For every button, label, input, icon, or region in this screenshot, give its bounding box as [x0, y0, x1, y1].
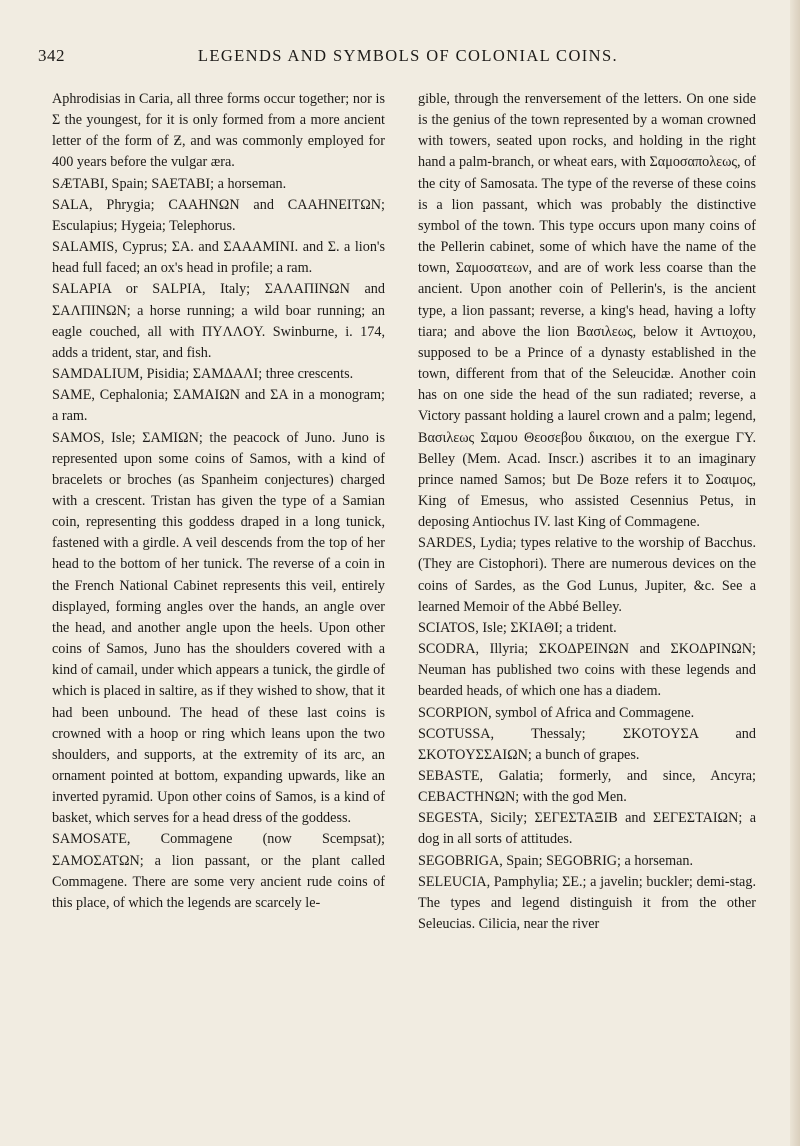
entry-seleucia: SELEUCIA, Pamphylia; ΣE.; a javelin; buckler; demi-stag. The types and legend distinguish it from the other Seleucias. Cilicia, near the river	[418, 873, 756, 933]
paragraph-aphrodisias-continued: Aphrodisias in Caria, all three forms occur together; nor is Σ the youngest, for it is only formed from a more ancient letter of the form of Ƶ, and was commonly employed for 400 years before the vulgar æra.	[52, 91, 385, 171]
entry-salamis: SALAMIS, Cyprus; ΣA. and ΣAAAMINI. and Σ. a lion's head full faced; an ox's head in profile; a ram.	[52, 239, 385, 277]
entry-same: SAME, Cephalonia; ΣAMAIΩN and ΣA in a monogram; a ram.	[52, 387, 385, 425]
entry-scorpion: SCORPION, symbol of Africa and Commagene.	[418, 704, 695, 721]
right-column	[418, 89, 756, 935]
entry-scotussa: SCOTUSSA, Thessaly; ΣKOTOYΣA and ΣKOTOYΣΣAIΩN; a bunch of grapes.	[418, 725, 756, 763]
page-header	[38, 46, 738, 70]
running-head: LEGENDS AND SYMBOLS OF COLONIAL COINS.	[197, 46, 619, 65]
entry-segobriga: SEGOBRIGA, Spain; SEGOBRIG; a horseman.	[418, 852, 694, 869]
entry-scodra: SCODRA, Illyria; ΣKOΔPEINΩN and ΣKOΔPINΩN; Neuman has published two coins with these legends and bearded heads, of which one has a diadem.	[418, 641, 756, 700]
page-number: 342	[38, 46, 65, 65]
page-edge-shadow	[790, 0, 800, 1146]
entry-sardes: SARDES, Lydia; types relative to the worship of Bacchus. (They are Cistophori). There are numerous devices on the coins of Sardes, as the God Lunus, Jupiter, &c. See a learned Memoir of the Abbé Belley.	[418, 535, 756, 615]
entry-segesta: SEGESTA, Sicily; ΣEΓEΣTAΞIB and ΣEΓEΣTAIΩN; a dog in all sorts of attitudes.	[418, 810, 756, 848]
entry-sebaste: SEBASTE, Galatia; formerly, and since, Ancyra; CEBACTHNΩN; with the god Men.	[418, 768, 756, 806]
entry-samdalium: SAMDALIUM, Pisidia; ΣAMΔAΛI; three crescents.	[52, 366, 354, 383]
left-column	[52, 89, 385, 914]
entry-sala: SALA, Phrygia; CAAHNΩN and CAAHNEITΩN; Esculapius; Hygeia; Telephorus.	[52, 196, 385, 234]
paragraph-samosate-continued: gible, through the renversement of the letters. On one side is the genius of the town represented by a woman crowned with towers, seated upon rocks, and holding in the right hand a palm-branch, or wheat ears, with Σαμοσαπολεως, of the city of Samosata. The type of the reverse of these coins is a lion passant, which was probably the distinctive symbol of the town. This type occurs upon many coins of the Pellerin cabinet, some of which have the name of the town, Σαμοσατεων, and are of work less coarse than the ancient. Upon another coin of Pellerin's, is the ancient type, a lion passant; reverse, a king's head, having a lofty tiara; and above the lion Βασιλεως, below it Αντιοχου, supposed to be a Prince of a dynasty established in the town, different from that of the Seleucidæ. Another coin has on one side the head of the sun radiated; reverse, a Victory passant holding a laurel crown and a palm; legend, Βασιλεως Σαμου Θεοσεβου δικαιου, on the exergue ΓΥ. Belley (Mem. Acad. Inscr.) ascribes it to an imaginary prince named Samos; but De Boze refers it to Σοαιμος, King of Emesus, who assisted Cesennius Petus, in deposing Antiochus IV. last King of Commagene.	[418, 91, 756, 531]
entry-sciatos: SCIATOS, Isle; ΣKIAΘI; a trident.	[418, 619, 617, 636]
entry-saetabi: SÆTABI, Spain; SAETABI; a horseman.	[52, 175, 287, 192]
entry-salapia: SALAPIA or SALPIA, Italy; ΣAΛAΠINΩN and ΣAΛΠINΩN; a horse running; a wild boar running; an eagle couched, all with ΠYΛΛOY. Swinburne, i. 174, adds a trident, star, and fish.	[52, 281, 385, 361]
entry-samosate: SAMOSATE, Commagene (now Scempsat); ΣAMOΣATΩN; a lion passant, or the plant called Commagene. There are some very ancient rude coins of this place, of which the legends are scarcely le-	[52, 831, 385, 911]
entry-samos: SAMOS, Isle; ΣAMIΩN; the peacock of Juno. Juno is represented upon some coins of Samos, with a kind of bracelets or broches (as Spanheim conjectures) charged with a crescent. Tristan has given the type of a Samian coin, representing this goddess draped in a long tunick, fastened with a girdle. A veil descends from the top of her head to the bottom of her tunick. The reverse of a coin in the French National Cabinet represents this veil, entirely displayed, forming angles over the hands, an angle over the head, and another angle upon the heels. Upon other coins of Samos, Juno has the shoulders covered with a kind of camail, under which appears a tunick, the girdle of which is placed in saltire, as if they wished to show, that it had been unbound. The head of these last coins is crowned with a hoop or ring which leans upon the two shoulders, and supports, at the extremity of its arc, an ornament pointed at bottom, expanding upwards, like an inverted pyramid. Upon other coins of Samos, is a kind of basket, which serves for a head dress of the goddess.	[52, 429, 385, 827]
